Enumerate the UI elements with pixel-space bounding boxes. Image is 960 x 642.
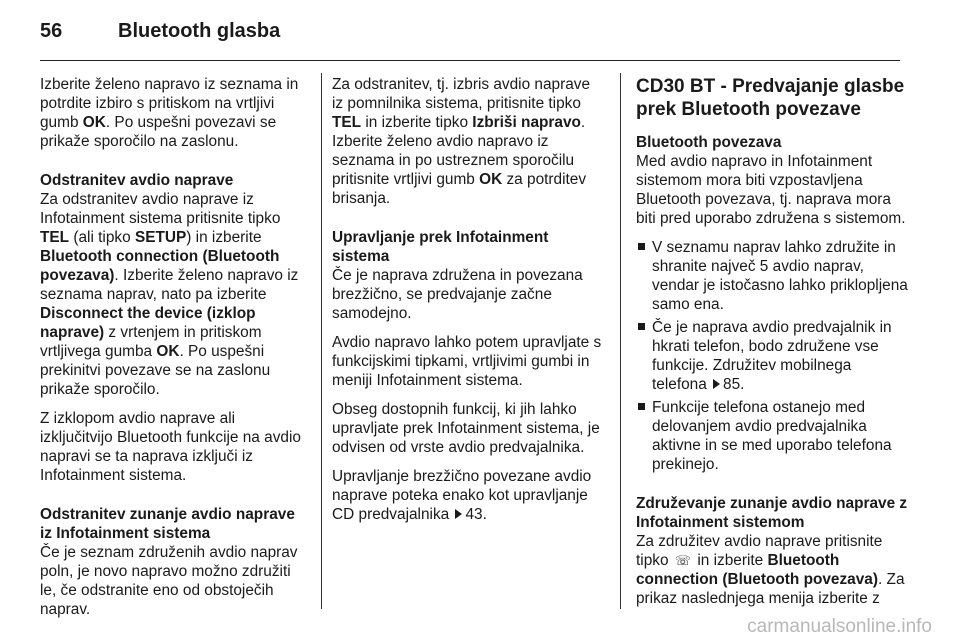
subheading: Bluetooth povezava xyxy=(636,134,782,151)
paragraph: Upravljanje brezžično povezane avdio naprave poteka enako kot upravljanje CD predvajalnika 43. xyxy=(332,468,592,523)
paragraph: Odstranitev zunanje avdio naprave iz Infotainment sistema Če je seznam združenih avdio naprav poln, je novo napravo možno združiti le, če odstranite eno od obstoječih naprav. xyxy=(40,506,298,618)
list-item: V seznamu naprav lahko združite in shranite največ 5 avdio naprav, vendar je istočasno lahko priklopljena samo ena. xyxy=(636,238,908,314)
paragraph: Odstranitev avdio naprave Za odstranitev avdio naprave iz Infotainment sistema pritisnite tipko TEL (ali tipko SETUP) in izberite Bluetooth connection (Bluetooth povezava). Izberite želeno napravo iz seznama naprav, nato pa izberite Disconnect the device (izklop naprave) z vrtenjem in pritiskom vrtljivega gumba OK. Po uspešni prekinitvi povezave se na zaslonu prikaže sporočilo. xyxy=(40,172,299,398)
page-header xyxy=(40,20,280,46)
column-1 xyxy=(40,75,308,629)
bullet-square-icon xyxy=(638,243,645,250)
page-title: Bluetooth glasba xyxy=(118,20,281,42)
paragraph: Za odstranitev, tj. izbris avdio naprave iz pomnilnika sistema, pritisnite tipko TEL in izberite tipko Izbriši napravo. Izberite želeno avdio napravo iz seznama in po ustreznem sporočilu pritisnite vrtljivi gumb OK za potrditev brisanja. xyxy=(332,76,591,207)
subheading: Združevanje zunanje avdio naprave z Infotainment sistemom xyxy=(636,495,908,531)
subheading: Upravljanje prek Infotainment sistema xyxy=(332,229,549,265)
column-2 xyxy=(332,75,604,534)
bullet-square-icon xyxy=(638,403,645,410)
page-number: 56 xyxy=(40,20,63,42)
page-reference-arrow-icon xyxy=(713,379,720,389)
paragraph: Upravljanje prek Infotainment sistema Če je naprava združena in povezana brezžično, se predvajanje začne samodejno. xyxy=(332,229,583,322)
column-divider-1 xyxy=(321,73,322,609)
subheading: Odstranitev avdio naprave xyxy=(40,172,234,189)
watermark: carmanualsonline.info xyxy=(747,616,932,637)
page-reference[interactable]: 85. xyxy=(723,376,745,393)
paragraph: Z izklopom avdio naprave ali izključitvijo Bluetooth funkcije na avdio napravi se ta naprava izključi iz Infotainment sistema. xyxy=(40,410,301,484)
section-title: CD30 BT - Predvajanje glasbe prek Bluetooth povezave xyxy=(636,76,905,120)
column-divider-2 xyxy=(620,73,621,609)
header-divider xyxy=(40,60,900,61)
list-item: Če je naprava avdio predvajalnik in hkrati telefon, bodo združene vse funkcije. Združitev mobilnega telefona 85. xyxy=(636,318,908,394)
list-item: Funkcije telefona ostanejo med delovanjem avdio predvajalnika aktivne in se med uporabo telefona prekinejo. xyxy=(636,398,908,474)
bullet-list xyxy=(636,238,908,474)
paragraph: Izberite želeno napravo iz seznama in potrdite izbiro s pritiskom na vrtljivi gumb OK. Po uspešni povezavi se prikaže sporočilo na zaslonu. xyxy=(40,76,299,150)
paragraph: Združevanje zunanje avdio naprave z Infotainment sistemom Za združitev avdio naprave pritisnite tipko ☏ in izberite Bluetooth connection (Bluetooth povezava). Za prikaz naslednjega menija izberite z xyxy=(636,495,908,607)
bullet-square-icon xyxy=(638,323,645,330)
paragraph: Bluetooth povezava Med avdio napravo in Infotainment sistemom mora biti vzpostavljena Bluetooth povezava, tj. naprava mora biti pred uporabo združena s sistemom. xyxy=(636,134,906,227)
page-reference[interactable]: 43. xyxy=(465,506,487,523)
phone-icon: ☏ xyxy=(674,553,692,568)
column-3 xyxy=(636,75,908,618)
subheading: Odstranitev zunanje avdio naprave iz Infotainment sistema xyxy=(40,506,295,542)
page-reference-arrow-icon xyxy=(455,509,462,519)
paragraph: Avdio napravo lahko potem upravljate s funkcijskimi tipkami, vrtljivimi gumbi in meniji Infotainment sistema. xyxy=(332,334,602,389)
paragraph: Obseg dostopnih funkcij, ki jih lahko upravljate prek Infotainment sistema, je odvisen od vrste avdio predvajalnika. xyxy=(332,401,600,456)
